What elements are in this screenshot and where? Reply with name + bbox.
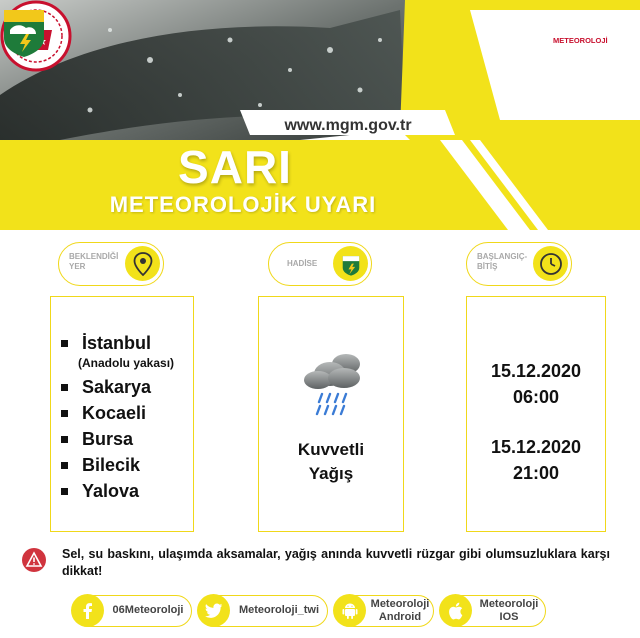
location-pill <box>58 242 164 286</box>
time-label-line1: BAŞLANGIÇ- <box>477 252 528 261</box>
warning-text: Sel, su baskını, ulaşımda aksamalar, yağış anında kuvvetli rüzgar gibi olumsuzluklara karşı dikkat! <box>62 547 610 578</box>
location-list <box>58 330 174 504</box>
rain-cloud-icon <box>300 350 370 418</box>
apple-icon <box>439 594 472 627</box>
android-label-line1: Meteoroloji <box>370 598 430 610</box>
location-label-line2: YER <box>69 262 86 271</box>
ios-label-line2: IOS <box>499 611 519 623</box>
time-pill <box>466 242 572 286</box>
end-date: 15.12.2020 <box>490 437 582 457</box>
event-pill <box>268 242 372 286</box>
facebook-link[interactable] <box>72 595 192 627</box>
time-label <box>477 252 527 272</box>
list-item: İstanbul <box>58 330 174 356</box>
twitter-link[interactable] <box>198 595 328 627</box>
android-label-line2: Android <box>378 611 422 623</box>
list-item: Sakarya <box>58 374 174 400</box>
time-label-line2: BİTİŞ <box>477 262 498 271</box>
twitter-icon <box>197 594 230 627</box>
facebook-label: 06Meteoroloji <box>112 604 184 616</box>
warning-triangle-icon <box>22 548 46 572</box>
end-time: 21:00 <box>512 463 560 483</box>
ios-link[interactable] <box>440 595 546 627</box>
location-pin-icon <box>125 246 160 281</box>
android-link[interactable] <box>334 595 434 627</box>
twitter-label: Meteoroloji_twi <box>238 604 320 616</box>
list-item-note: (Anadolu yakası) <box>78 356 175 370</box>
start-date: 15.12.2020 <box>490 361 582 381</box>
list-item: Bilecik <box>58 452 174 478</box>
header-banner <box>0 0 640 230</box>
event-line2: Yağış <box>308 464 354 483</box>
list-item: Yalova <box>58 478 174 504</box>
list-item: Kocaeli <box>58 400 174 426</box>
list-item: Bursa <box>58 426 174 452</box>
event-logo-icon <box>333 246 368 281</box>
meteorology-logo-text: METEOROLOJİ <box>553 36 608 45</box>
time-box <box>466 296 606 532</box>
facebook-icon <box>71 594 104 627</box>
start-datetime <box>466 358 606 410</box>
meteorology-logo-icon <box>0 0 48 58</box>
event-line1: Kuvvetli <box>297 440 365 459</box>
location-label-line1: BEKLENDİĞİ <box>69 252 119 261</box>
warning-level-title: SARI <box>178 141 292 193</box>
ios-label <box>473 598 545 624</box>
clock-icon <box>533 246 568 281</box>
end-datetime <box>466 434 606 486</box>
website-url[interactable]: www.mgm.gov.tr <box>284 117 412 134</box>
ios-label-line1: Meteoroloji <box>479 598 539 610</box>
warning-subtitle: METEOROLOJİK UYARI <box>109 192 377 217</box>
event-description <box>258 438 404 486</box>
event-label: HADİSE <box>287 259 318 268</box>
start-time: 06:00 <box>512 387 560 407</box>
android-icon <box>333 594 366 627</box>
android-label <box>367 598 433 624</box>
location-label <box>69 252 118 272</box>
